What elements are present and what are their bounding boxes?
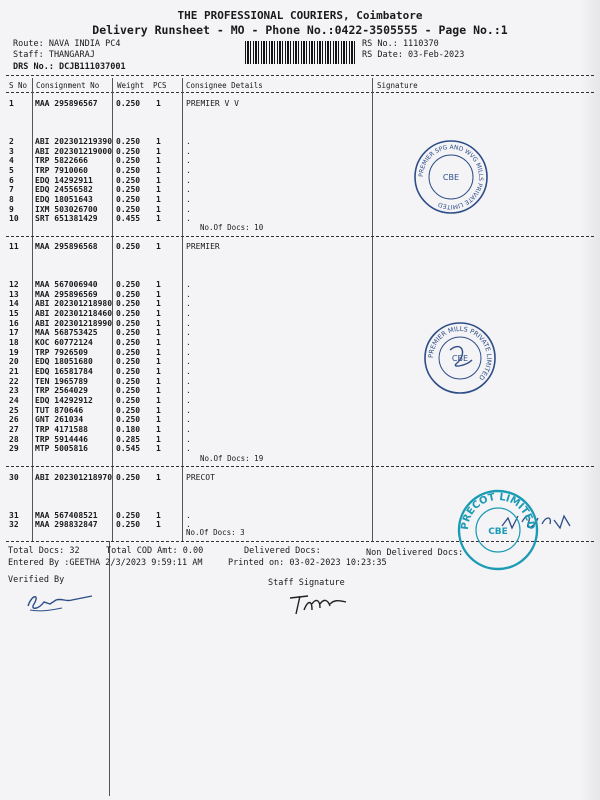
group-doc-count: No.Of Docs: 10 — [200, 223, 264, 232]
row-weight: 0.250 — [116, 406, 141, 415]
row-consignee: . — [186, 185, 191, 194]
row-sno: 5 — [9, 166, 14, 175]
row-consignee: . — [186, 147, 191, 156]
row-consignee: . — [186, 511, 191, 520]
row-weight: 0.250 — [116, 309, 141, 318]
table-row — [0, 242, 600, 252]
svg-text:PRECOT LIMITED — [460, 492, 536, 530]
printed-on: Printed on: 03-02-2023 10:23:35 — [228, 558, 387, 568]
row-consignment-no: SRT 651381429 — [35, 214, 98, 223]
table-row — [0, 357, 600, 367]
table-row — [0, 425, 600, 435]
table-row — [0, 367, 600, 377]
stamp2-ring-text: PREMIER MILLS PRIVATE LIMITED — [426, 324, 494, 382]
row-sno: 17 — [9, 328, 19, 337]
col-pcs: PCS — [153, 81, 167, 90]
row-sno: 1 — [9, 99, 14, 108]
row-weight: 0.250 — [116, 99, 141, 108]
row-consignee: . — [186, 396, 191, 405]
divider — [6, 75, 594, 76]
row-weight: 0.250 — [116, 137, 141, 146]
row-weight: 0.250 — [116, 166, 141, 175]
row-weight: 0.250 — [116, 415, 141, 424]
row-consignee: . — [186, 214, 191, 223]
divider — [6, 466, 594, 467]
row-consignee: . — [186, 166, 191, 175]
group-consignee: PREMIER V V — [186, 99, 239, 108]
row-pcs: 1 — [156, 299, 161, 308]
row-consignment-no: EDQ 16581784 — [35, 367, 93, 376]
group-consignee: PREMIER — [186, 242, 220, 251]
col-consignee: Consignee Details — [186, 81, 263, 90]
table-row — [0, 156, 600, 166]
row-consignment-no: TRP 2564029 — [35, 386, 88, 395]
row-sno: 29 — [9, 444, 19, 453]
row-pcs: 1 — [156, 280, 161, 289]
row-pcs: 1 — [156, 473, 161, 482]
row-consignment-no: ABI 202301218970 — [35, 473, 113, 482]
row-weight: 0.180 — [116, 425, 141, 434]
company-title: THE PROFESSIONAL COURIERS, Coimbatore — [177, 9, 423, 22]
column-line — [109, 541, 110, 796]
row-consignment-no: EDQ 18051680 — [35, 357, 93, 366]
row-consignment-no: MTP 5005816 — [35, 444, 88, 453]
row-weight: 0.545 — [116, 444, 141, 453]
verifier-signature — [22, 588, 102, 616]
row-weight: 0.250 — [116, 511, 141, 520]
row-pcs: 1 — [156, 396, 161, 405]
row-pcs: 1 — [156, 99, 161, 108]
row-consignee: . — [186, 386, 191, 395]
row-consignee: . — [186, 328, 191, 337]
row-pcs: 1 — [156, 425, 161, 434]
row-pcs: 1 — [156, 290, 161, 299]
row-consignee: . — [186, 176, 191, 185]
row-sno: 15 — [9, 309, 19, 318]
row-pcs: 1 — [156, 386, 161, 395]
table-row — [0, 396, 600, 406]
row-sno: 10 — [9, 214, 19, 223]
table-row — [0, 185, 600, 195]
row-pcs: 1 — [156, 195, 161, 204]
row-consignment-no: MAA 568753425 — [35, 328, 98, 337]
total-docs: Total Docs: 32 — [8, 546, 80, 556]
row-pcs: 1 — [156, 338, 161, 347]
col-signature: Signature — [377, 81, 418, 90]
row-weight: 0.250 — [116, 185, 141, 194]
row-consignment-no: TUT 870646 — [35, 406, 84, 415]
row-consignee: . — [186, 156, 191, 165]
row-sno: 25 — [9, 406, 19, 415]
row-weight: 0.250 — [116, 357, 141, 366]
row-consignment-no: ABI 202301218980 — [35, 299, 113, 308]
row-sno: 9 — [9, 205, 14, 214]
row-sno: 32 — [9, 520, 19, 529]
table-row — [0, 328, 600, 338]
row-pcs: 1 — [156, 357, 161, 366]
row-weight: 0.250 — [116, 319, 141, 328]
row-weight: 0.250 — [116, 520, 141, 529]
row-consignment-no: MAA 567408521 — [35, 511, 98, 520]
col-sno: S No — [9, 81, 28, 90]
row-weight: 0.250 — [116, 473, 141, 482]
row-consignment-no: IXM 503026700 — [35, 205, 98, 214]
row-weight: 0.250 — [116, 386, 141, 395]
stamp1-center-text: CBE — [442, 173, 460, 182]
stamp2-center-text: CBE — [451, 354, 469, 363]
barcode — [245, 41, 357, 64]
row-sno: 20 — [9, 357, 19, 366]
row-consignee: . — [186, 290, 191, 299]
group-consignee: PRECOT — [186, 473, 215, 482]
stamp3-center-text: CBE — [488, 527, 508, 537]
premier-mills-stamp — [422, 320, 498, 396]
table-row — [0, 473, 600, 483]
row-consignee: . — [186, 367, 191, 376]
row-pcs: 1 — [156, 511, 161, 520]
table-row — [0, 137, 600, 147]
table-row — [0, 99, 600, 109]
row-consignment-no: MAA 298832847 — [35, 520, 98, 529]
row-pcs: 1 — [156, 444, 161, 453]
table-row — [0, 386, 600, 396]
row-sno: 28 — [9, 435, 19, 444]
row-pcs: 1 — [156, 406, 161, 415]
row-weight: 0.250 — [116, 377, 141, 386]
col-weight: Weight — [117, 81, 145, 90]
row-consignee: . — [186, 338, 191, 347]
row-consignment-no: ABI 202301218990 — [35, 319, 113, 328]
row-sno: 7 — [9, 185, 14, 194]
row-consignee: . — [186, 280, 191, 289]
row-pcs: 1 — [156, 309, 161, 318]
row-pcs: 1 — [156, 367, 161, 376]
row-pcs: 1 — [156, 147, 161, 156]
row-consignee: . — [186, 435, 191, 444]
premier-spg-stamp — [412, 138, 490, 216]
row-sno: 14 — [9, 299, 19, 308]
row-weight: 0.455 — [116, 214, 141, 223]
row-weight: 0.250 — [116, 299, 141, 308]
row-consignee: . — [186, 195, 191, 204]
row-weight: 0.250 — [116, 338, 141, 347]
row-pcs: 1 — [156, 348, 161, 357]
row-consignee: . — [186, 520, 191, 529]
row-sno: 13 — [9, 290, 19, 299]
rs-number: RS No.: 1110370 — [362, 39, 439, 49]
group-doc-count: No.Of Docs: 19 — [200, 454, 264, 463]
row-sno: 3 — [9, 147, 14, 156]
row-pcs: 1 — [156, 328, 161, 337]
row-weight: 0.250 — [116, 328, 141, 337]
row-consignment-no: TEN 1965789 — [35, 377, 88, 386]
row-weight: 0.250 — [116, 242, 141, 251]
row-weight: 0.250 — [116, 367, 141, 376]
row-pcs: 1 — [156, 205, 161, 214]
table-row — [0, 309, 600, 319]
row-consignee: . — [186, 299, 191, 308]
row-consignment-no: MAA 295896568 — [35, 242, 98, 251]
row-consignee: . — [186, 444, 191, 453]
row-sno: 19 — [9, 348, 19, 357]
row-consignee: . — [186, 205, 191, 214]
row-weight: 0.250 — [116, 280, 141, 289]
row-sno: 23 — [9, 386, 19, 395]
row-consignee: . — [186, 319, 191, 328]
row-pcs: 1 — [156, 435, 161, 444]
table-row — [0, 195, 600, 205]
table-row — [0, 444, 600, 454]
row-consignment-no: ABI 202301219390 — [35, 137, 113, 146]
page-edge-shadow — [580, 0, 600, 800]
row-consignment-no: EDQ 24556582 — [35, 185, 93, 194]
row-consignment-no: MAA 295896567 — [35, 99, 98, 108]
row-sno: 21 — [9, 367, 19, 376]
row-pcs: 1 — [156, 377, 161, 386]
row-sno: 30 — [9, 473, 19, 482]
row-weight: 0.250 — [116, 348, 141, 357]
row-sno: 16 — [9, 319, 19, 328]
group-doc-count: No.Of Docs: 3 — [186, 528, 245, 537]
row-pcs: 1 — [156, 185, 161, 194]
row-consignment-no: ABI 202301219000 — [35, 147, 113, 156]
row-pcs: 1 — [156, 415, 161, 424]
row-consignee: . — [186, 357, 191, 366]
row-consignee: . — [186, 415, 191, 424]
row-consignment-no: EDQ 14292912 — [35, 396, 93, 405]
row-consignment-no: TRP 4171588 — [35, 425, 88, 434]
staff-signature — [286, 590, 356, 618]
table-row — [0, 280, 600, 290]
row-pcs: 1 — [156, 520, 161, 529]
row-pcs: 1 — [156, 156, 161, 165]
row-weight: 0.250 — [116, 176, 141, 185]
row-consignment-no: TRP 5822666 — [35, 156, 88, 165]
row-consignment-no: EDQ 18051643 — [35, 195, 93, 204]
row-weight: 0.250 — [116, 396, 141, 405]
row-pcs: 1 — [156, 214, 161, 223]
row-sno: 12 — [9, 280, 19, 289]
row-pcs: 1 — [156, 137, 161, 146]
row-consignee: . — [186, 425, 191, 434]
row-pcs: 1 — [156, 176, 161, 185]
row-consignment-no: GNT 261034 — [35, 415, 84, 424]
rs-date: RS Date: 03-Feb-2023 — [362, 50, 465, 60]
non-delivered-docs: Non Delivered Docs: — [366, 548, 464, 558]
row-pcs: 1 — [156, 319, 161, 328]
col-consignment: Consignment No — [36, 81, 100, 90]
row-consignment-no: TRP 5914446 — [35, 435, 88, 444]
verified-by-label: Verified By — [8, 575, 65, 585]
row-pcs: 1 — [156, 242, 161, 251]
row-consignee: . — [186, 348, 191, 357]
row-weight: 0.250 — [116, 205, 141, 214]
table-row — [0, 415, 600, 425]
row-consignee: . — [186, 377, 191, 386]
table-row — [0, 166, 600, 176]
row-sno: 24 — [9, 396, 19, 405]
divider — [6, 236, 594, 237]
row-weight: 0.250 — [116, 290, 141, 299]
table-row — [0, 214, 600, 224]
stamp3-ring-text: PRECOT LIMITED — [459, 491, 537, 531]
row-sno: 4 — [9, 156, 14, 165]
row-sno: 6 — [9, 176, 14, 185]
row-consignment-no: KOC 60772124 — [35, 338, 93, 347]
row-consignment-no: MAA 295896569 — [35, 290, 98, 299]
row-consignment-no: EDQ 14292911 — [35, 176, 93, 185]
entered-by: Entered By :GEETHA 2/3/2023 9:59:11 AM — [8, 558, 203, 568]
row-sno: 18 — [9, 338, 19, 347]
row-consignment-no: MAA 567006940 — [35, 280, 98, 289]
precot-stamp — [456, 488, 540, 572]
total-cod: Total COD Amt: 0.00 — [106, 546, 204, 556]
row-sno: 8 — [9, 195, 14, 204]
runsheet-title: Delivery Runsheet - MO - Phone No.:0422-3505555 - Page No.:1 — [92, 23, 508, 37]
drs-number: DRS No.: DCJB111037001 — [13, 62, 126, 72]
divider — [6, 92, 594, 93]
row-sno: 22 — [9, 377, 19, 386]
row-sno: 26 — [9, 415, 19, 424]
table-row — [0, 299, 600, 309]
row-sno: 31 — [9, 511, 19, 520]
stamp1-ring-text: PREMIER SPG AND WVG MILLS PRIVATE LIMITED — [417, 143, 485, 211]
row-weight: 0.250 — [116, 156, 141, 165]
row-pcs: 1 — [156, 166, 161, 175]
row-sno: 27 — [9, 425, 19, 434]
route-label: Route: NAVA INDIA PC4 — [13, 39, 121, 49]
staff-label: Staff: THANGARAJ — [13, 50, 95, 60]
row-consignee: . — [186, 137, 191, 146]
row-weight: 0.250 — [116, 195, 141, 204]
row-weight: 0.250 — [116, 147, 141, 156]
row-sno: 11 — [9, 242, 19, 251]
row-consignee: . — [186, 406, 191, 415]
row-sno: 2 — [9, 137, 14, 146]
row-consignment-no: TRP 7910060 — [35, 166, 88, 175]
delivered-docs: Delivered Docs: — [244, 546, 321, 556]
row-consignee: . — [186, 309, 191, 318]
row-consignment-no: TRP 7926509 — [35, 348, 88, 357]
table-row — [0, 338, 600, 348]
row-consignment-no: ABI 202301218460 — [35, 309, 113, 318]
row-weight: 0.285 — [116, 435, 141, 444]
staff-signature-label: Staff Signature — [268, 578, 345, 588]
